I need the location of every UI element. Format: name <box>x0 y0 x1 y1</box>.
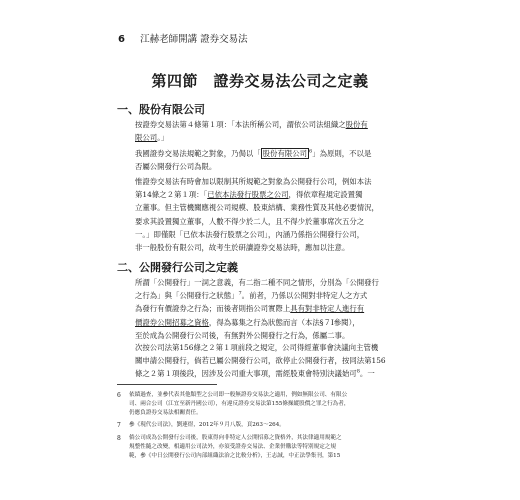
footnote-reference: 6 <box>309 148 313 155</box>
text-line <box>135 118 408 131</box>
text-run: 。一 <box>359 369 375 379</box>
footnote-number: 6 <box>117 392 121 399</box>
footnote <box>117 391 408 418</box>
text-run: 我國證券交易法規範之對象，乃侷以「 <box>135 149 261 158</box>
text-run: 第14條之２第１項：「 <box>135 190 208 200</box>
text-run: 條之２第１項後段，因涉及公司重大事項，需經股東會特別決議始可 <box>135 369 357 379</box>
text-run: 」為原則，不以是 <box>312 149 372 158</box>
footnote-line: 規整性隨之改變，相適用公司法外，亦須受證券交易法、企業併購法等特別規定之規 <box>129 444 336 450</box>
text-line: 次按公司法第156條之２第１項前段之規定，公司得經董事會決議向主管機 <box>135 343 379 352</box>
text-line: 要求其設置獨立董事，人數不得少於二人，且不得少於董事席次五分之 <box>135 216 365 226</box>
text-run: 為發行有價證券之行為；而後者則指公司實際上 <box>135 304 291 314</box>
underlined-text: 已依本法發行股票之公司 <box>207 190 289 200</box>
footnote-line: 仍應負證券交易法相關責任。 <box>129 410 202 416</box>
running-header <box>118 31 248 45</box>
footnote <box>117 421 408 430</box>
footnote-number: 7 <box>117 422 121 429</box>
paragraph <box>135 118 408 144</box>
section-title: 第四節 證券交易法公司之定義 <box>151 72 369 90</box>
text-run: ，得為募集之行為狀態而言（本法§７I參閱）， <box>208 317 360 327</box>
text-line <box>135 147 408 160</box>
text-line <box>135 188 408 201</box>
boxed-term: 股份有限公司 <box>262 149 308 158</box>
paragraph <box>135 175 408 254</box>
text-run: 。」 <box>157 133 169 143</box>
text-run: ，得依章程規定設置獨 <box>288 190 363 200</box>
text-line <box>135 367 408 380</box>
footnote-divider <box>117 384 217 385</box>
text-line: 非一般股份有限公司，故考生於研讀證券交易法時，應加以注意。 <box>135 243 350 253</box>
footnote-reference: 7 <box>238 290 242 297</box>
paragraph <box>135 147 408 173</box>
footnote-number: 8 <box>117 435 121 442</box>
underlined-text: 具有對非特定人進行有 <box>290 304 365 314</box>
footnote-reference: 8 <box>356 368 360 375</box>
text-line: 關申請公開發行，倘若已屬公開發行公司，欲停止公開發行者，按同法第156 <box>135 356 386 366</box>
text-run: 。前者，乃係以公開對非特定人之方式 <box>241 291 368 301</box>
underlined-text: 價證券公開招募之資格 <box>135 317 209 327</box>
footnote <box>117 434 408 461</box>
text-line: 一。」即僅限「已依本法發行股票之公司」，內涵乃係指公開發行公司， <box>135 229 365 239</box>
footnote-line: 參《現代公司法》，劉連煜，2012年９月八版，頁263～264。 <box>129 422 285 428</box>
text-line <box>135 289 408 302</box>
text-line: 否屬公開發行公司為限。 <box>135 162 217 172</box>
heading-joint-stock-company: 一、股份有限公司 <box>117 103 205 116</box>
footnote-line: 範，參《中日公開發行公司內部組織法治之比較分析》，王志誠，中正法學集刊，第15 <box>129 453 341 459</box>
text-line: 所謂「公開發行」一詞之意義，有二指二種不同之情形，分別為「公開發行 <box>135 278 379 287</box>
text-line: 惟證券交易法有時會加以限制其所規範之對象為公開發行公司，例如本法 <box>135 177 372 186</box>
text-run: 按證券交易法第４條第１項：「本法所稱公司，謂依公司法組織之 <box>135 120 346 129</box>
text-line: 立董事。但主管機關應視公司規模、股東結構、業務性質及其他必要情況， <box>135 203 379 213</box>
text-run: 之行為」與「公開發行之狀態」 <box>135 291 239 301</box>
footnote-line: 依績過查，並參代表其他類型之公司即一般無證券交易法之適用，例如無限公司、有限公 <box>129 392 348 398</box>
underlined-text: 股份有 <box>345 120 368 129</box>
paragraph <box>135 276 408 342</box>
footnote-line: 倘公司成為公開發行公司後，股東得向非特定人公開招募之資格外，其法律適用規範之 <box>129 435 342 441</box>
underlined-text: 限公司 <box>135 133 158 143</box>
paragraph <box>135 341 408 381</box>
footnote-line: 司、兩合公司（江宜至新丹國公司），有違反證券交易法第155條操縱股價之罪之行為者， <box>129 401 350 407</box>
running-title: 江赫老師開講 證券交易法 <box>140 34 248 45</box>
heading-public-company-definition: 二、公開發行公司之定義 <box>117 261 238 274</box>
text-line <box>135 316 408 329</box>
text-line <box>135 131 408 144</box>
text-line <box>135 302 408 315</box>
page-number: 6 <box>118 34 125 45</box>
text-line: 至於成為公開發行公司後，有無對外公開發行之行為，係屬二事。 <box>135 330 350 340</box>
